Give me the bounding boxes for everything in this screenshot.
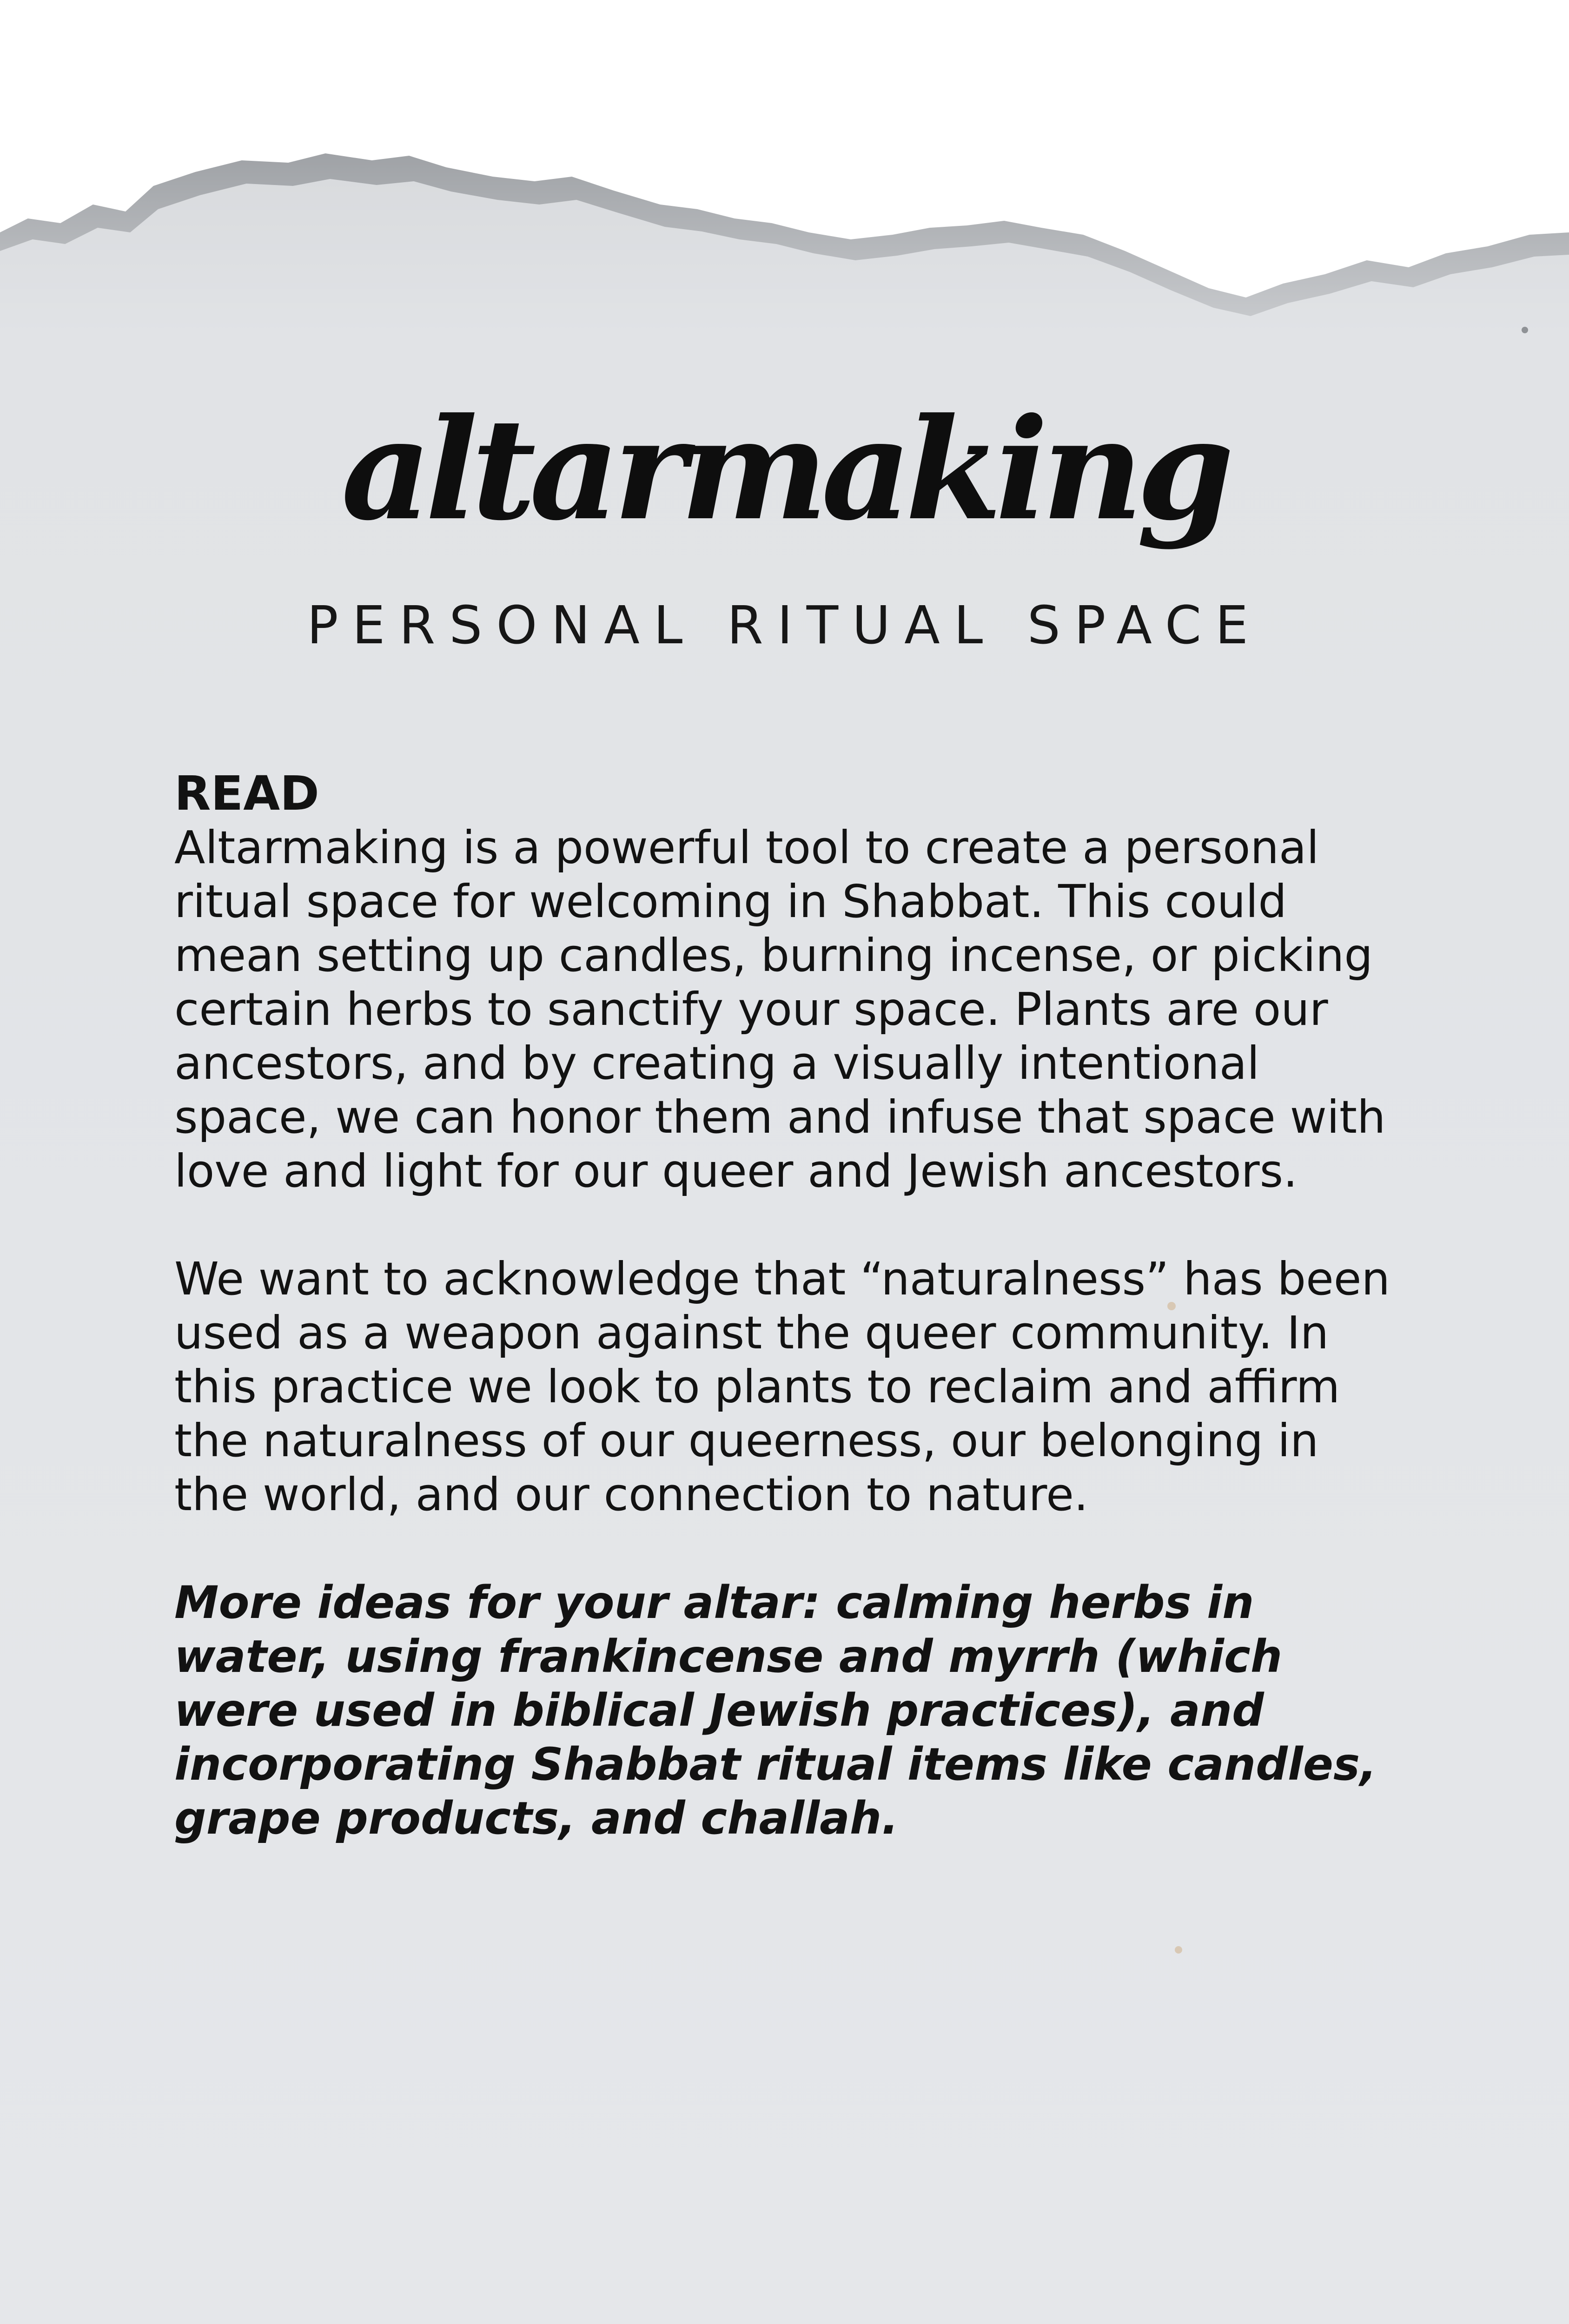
paper-speck <box>1175 1946 1182 1954</box>
paragraph-naturalness: We want to acknowledge that “naturalness” has been used as a weapon against the queer community. In this practice we look to plants to reclaim and affirm the naturalness of our queerness, our belonging in the world, and our connection to nature. <box>174 1253 1390 1521</box>
page-title: altarmaking <box>341 387 1228 551</box>
article-body <box>174 767 1392 1845</box>
section-heading: READ <box>174 766 319 821</box>
page-subtitle: PERSONAL RITUAL SPACE <box>307 595 1262 656</box>
altar-ideas: More ideas for your altar: calming herbs in water, using frankincense and myrrh (which were used in biblical Jewish practices), and incorporating Shabbat ritual items like candles, grape products, and challah. <box>174 1577 1377 1844</box>
paragraph-altarmaking: Altarmaking is a powerful tool to create a personal ritual space for welcoming in Shabbat. This could mean setting up candles, burning incense, or picking certain herbs to sanctify your space. Plants are our ancestors, and by creating a visually intentional space, we can honor them and infuse that space with love and light for our queer and Jewish ancestors. <box>174 821 1386 1197</box>
paper-speck <box>1522 327 1528 333</box>
